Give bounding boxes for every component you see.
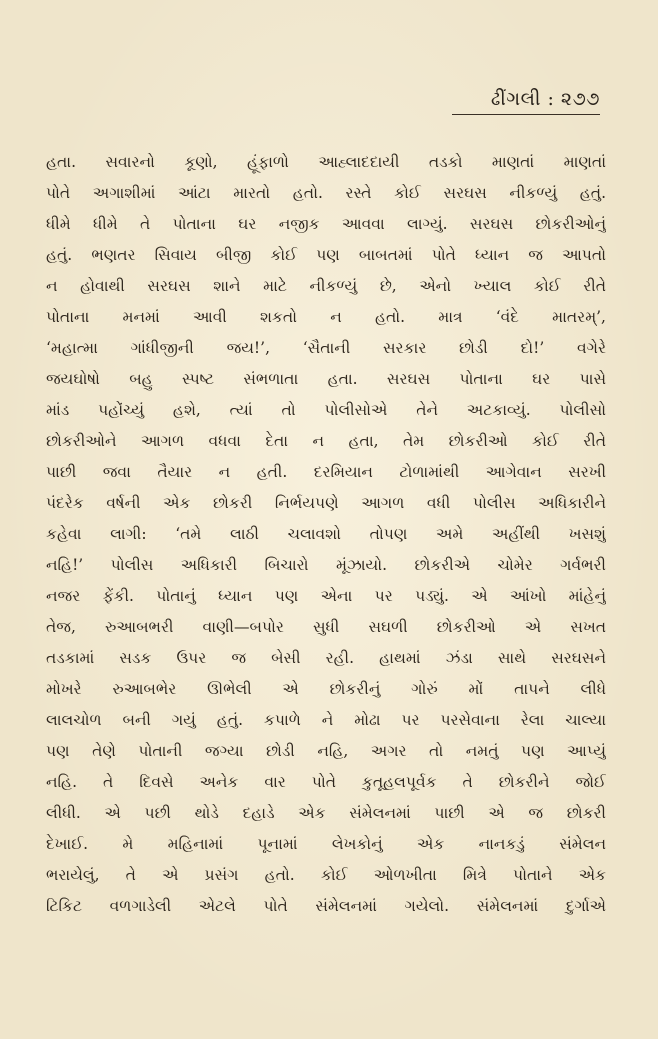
text-line: હતા. સવારનો કૂણો, હૂંફાળો આહ્લાદદાયી તડકો માણતાં માણતાં xyxy=(46,153,606,171)
text-line: નહિ!’ પોલીસ અધિકારી બિચારો મૂંઝાયો. છોકરીએ ચોમેર ગર્વભરી xyxy=(46,556,606,574)
text-line: નહિ. તે દિવસે અનેક વાર પોતે કુતૂહલપૂર્વક તે છોકરીને જોઈ xyxy=(46,773,606,791)
text-line: ભરાયેલું, તે એ પ્રસંગ હતો. કોઈ ઓળખીતા મિત્રે પોતાને એક xyxy=(46,866,606,884)
text-line: જયઘોષો બહુ સ્પષ્ટ સંભળાતા હતા. સરઘસ પોતાના ઘર પાસે xyxy=(46,370,606,388)
text-line: નજર ફેંકી. પોતાનું ધ્યાન પણ એના પર પડ્યું. એ આંખો માંહેનું xyxy=(46,587,606,605)
text-line: મોખરે રુઆબભેર ઊભેલી એ છોકરીનું ગોરું મોં તાપને લીધે xyxy=(46,680,606,698)
body-paragraph xyxy=(46,147,606,922)
text-line: પોતાના મનમાં આવી શકતો ન હતો. માત્ર ‘વંદે માતરમ્’, xyxy=(46,308,606,326)
text-line: પોતે અગાશીમાં આંટા મારતો હતો. રસ્તે કોઈ સરઘસ નીકળ્યું હતું. xyxy=(46,184,606,202)
text-line: ટિકિટ વળગાડેલી એટલે પોતે સંમેલનમાં ગયેલો. સંમેલનમાં દુર્ગાએ xyxy=(46,897,606,915)
text-line: લીધી. એ પછી થોડે દહાડે એક સંમેલનમાં પાછી એ જ છોકરી xyxy=(46,804,606,822)
running-head xyxy=(452,88,600,115)
text-line: લાલચોળ બની ગયું હતું. કપાળે ને મોઢા પર પરસેવાના રેલા ચાલ્યા xyxy=(46,711,606,729)
text-line: દેખાઈ. મે મહિનામાં પૂનામાં લેખકોનું એક નાનકડું સંમેલન xyxy=(46,835,606,853)
page-header-title: ઢીંગલી : ૨૭૭ xyxy=(490,88,600,110)
text-line: ન હોવાથી સરઘસ શાને માટે નીકળ્યું છે, એનો ખ્યાલ કોઈ રીતે xyxy=(46,277,606,295)
text-line: પણ તેણે પોતાની જગ્યા છોડી નહિ, અગર તો નમતું પણ આપ્યું xyxy=(46,742,606,760)
text-line: તડકામાં સડક ઉપર જ બેસી રહી. હાથમાં ઝંડા સાથે સરઘસને xyxy=(46,649,606,667)
text-line: પંદરેક વર્ષની એક છોકરી નિર્ભયપણે આગળ વધી પોલીસ અધિકારીને xyxy=(46,494,606,512)
text-line: કહેવા લાગી: ‘તમે લાઠી ચલાવશો તોપણ અમે અહીંથી ખસશું xyxy=(46,525,606,543)
text-line: ‘મહાત્મા ગાંધીજીની જય!’, ‘સૈતાની સરકાર છોડી દો!’ વગેરે xyxy=(46,339,606,357)
text-line: ધીમે ધીમે તે પોતાના ઘર નજીક આવવા લાગ્યું. સરઘસ છોકરીઓનું xyxy=(46,215,606,233)
text-line: માંડ પહોંચ્યું હશે, ત્યાં તો પોલીસોએ તેને અટકાવ્યું. પોલીસો xyxy=(46,401,606,419)
text-line: હતું. ભણતર સિવાય બીજી કોઈ પણ બાબતમાં પોતે ધ્યાન જ આપતો xyxy=(46,246,606,264)
header-rule xyxy=(452,114,600,115)
text-line: છોકરીઓને આગળ વધવા દેતા ન હતા, તેમ છોકરીઓ કોઈ રીતે xyxy=(46,432,606,450)
text-line: પાછી જવા તૈયાર ન હતી. દરમિયાન ટોળામાંથી આગેવાન સરખી xyxy=(46,463,606,481)
text-line: તેજ, રુઆબભરી વાણી—બપોર સુધી સઘળી છોકરીઓ એ સખત xyxy=(46,618,606,636)
